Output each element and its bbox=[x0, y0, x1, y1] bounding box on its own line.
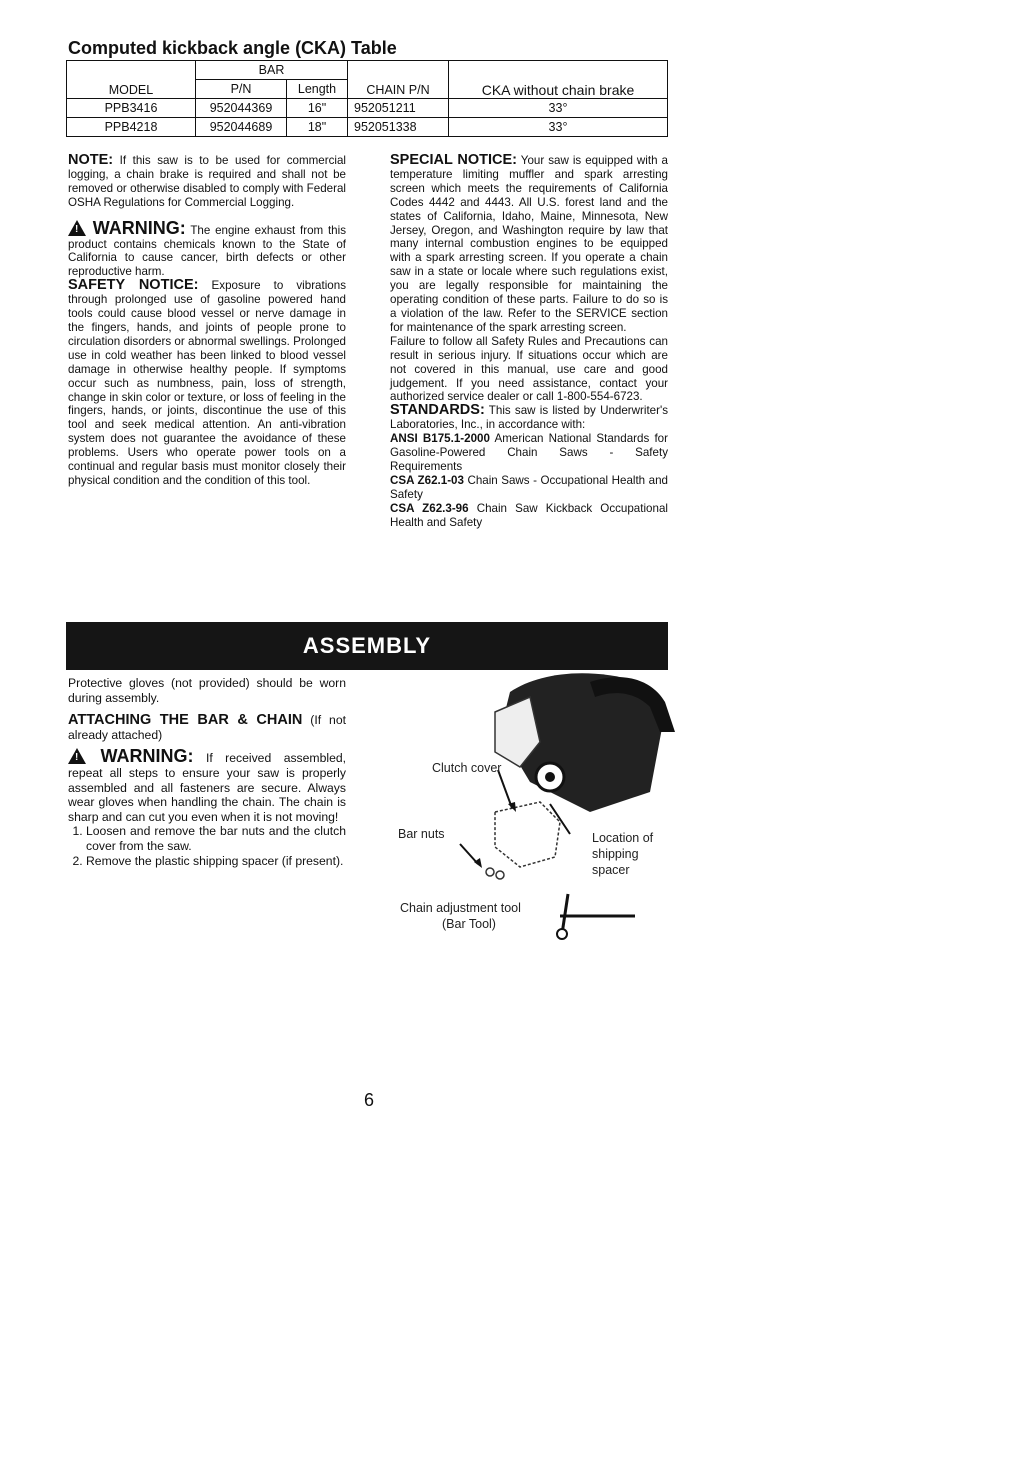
safety-paragraph bbox=[68, 279, 346, 488]
header-length: Length bbox=[287, 80, 348, 99]
cell-cka: 33° bbox=[449, 118, 668, 137]
ansi-label: ANSI B175.1-2000 bbox=[390, 432, 490, 446]
bar-tool-socket bbox=[557, 929, 567, 939]
assembly-warning-label: WARNING: bbox=[100, 746, 194, 767]
spacer-arrow bbox=[550, 804, 570, 834]
bar-nut-icon bbox=[496, 871, 504, 879]
safety-text: Exposure to vibrations through prolonged use of gasoline powered hand tools could cause blood vessel or nerve damage in the fingers, hands, and joints of people prone to circulation disorders or abnormal swellings. Prolonged use in cold weather has been linked to blood vessel damage in otherwise healthy people. If symptoms occur such as numbness, pain, loss of strength, change in skin color or texture, or loss of feeling in the fingers, hands, or joints, discontinue the use of this tool and seek medical attention. An anti-vibration system does not guarantee the avoidance of these problems. Users who operate power tools on a continual and regular basis must monitor closely their physical condition and the condition of this tool. bbox=[68, 279, 346, 487]
warning-paragraph bbox=[68, 217, 346, 280]
attach-suffix: (If not already attached) bbox=[68, 713, 346, 742]
cell-chain-pn: 952051338 bbox=[348, 118, 449, 137]
header-model: MODEL bbox=[67, 61, 196, 99]
table-header-row bbox=[67, 61, 668, 80]
gloves-paragraph: Protective gloves (not provided) should be worn during assembly. bbox=[68, 676, 346, 705]
cell-chain-pn: 952051211 bbox=[348, 99, 449, 118]
safety-label: SAFETY NOTICE: bbox=[68, 277, 199, 294]
list-item: 2. Remove the plastic shipping spacer (if present). bbox=[86, 854, 346, 869]
cka-table bbox=[66, 60, 668, 137]
standards-label: STANDARDS: bbox=[390, 402, 485, 419]
clutch-cover-icon bbox=[495, 802, 560, 867]
table-title: Computed kickback angle (CKA) Table bbox=[68, 38, 397, 58]
special-notice-label: SPECIAL NOTICE: bbox=[390, 152, 517, 168]
header-pn: P/N bbox=[196, 80, 287, 99]
assembly-banner: ASSEMBLY bbox=[66, 622, 668, 670]
note-label: NOTE: bbox=[68, 152, 114, 168]
header-chain-pn: CHAIN P/N bbox=[348, 61, 449, 99]
bar-nuts-label: Bar nuts bbox=[398, 827, 445, 841]
spacer-location-label: Location of shipping spacer bbox=[592, 831, 654, 877]
list-item: 1. Loosen and remove the bar nuts and the clutch cover from the saw. bbox=[86, 824, 346, 853]
attach-heading bbox=[68, 713, 346, 742]
csa2-paragraph bbox=[390, 502, 668, 530]
warning-icon: ! bbox=[68, 220, 86, 236]
special-notice-paragraph bbox=[390, 154, 668, 335]
standards-text: This saw is listed by Underwriter's Laboratories, Inc., in accordance with: bbox=[390, 404, 668, 432]
bar-tool-handle bbox=[562, 894, 568, 934]
right-column bbox=[390, 154, 668, 529]
failure-paragraph bbox=[390, 335, 668, 405]
csa1-text: Chain Saws - Occupational Health and Safety bbox=[390, 473, 668, 501]
header-cka: CKA without chain brake bbox=[449, 61, 668, 99]
assembly-steps bbox=[68, 824, 346, 868]
left-column bbox=[68, 154, 346, 494]
cell-model: PPB4218 bbox=[67, 118, 196, 137]
bar-nuts-arrow bbox=[460, 844, 478, 864]
csa2-label: CSA Z62.3-96 bbox=[390, 501, 469, 515]
ansi-paragraph bbox=[390, 432, 668, 474]
warning-label: WARNING: bbox=[92, 217, 186, 238]
warning-icon: ! bbox=[68, 748, 86, 764]
cell-pn: 952044369 bbox=[196, 99, 287, 118]
note-paragraph bbox=[68, 154, 346, 210]
tool-label-line1: Chain adjustment tool bbox=[400, 901, 521, 915]
arrow-head bbox=[508, 802, 516, 812]
failure-text: Failure to follow all Safety Rules and Precautions can result in serious injury. If situations occur which are not covered in this manual, use care and good judgement. If you need assistance, contact your authorized service dealer or call 1-800-554-6723. bbox=[390, 334, 668, 404]
tool-label-line2: (Bar Tool) bbox=[442, 917, 496, 931]
csa2-text: Chain Saw Kickback Occupational Health and Safety bbox=[390, 501, 668, 529]
assembly-column bbox=[68, 676, 346, 868]
attach-title: ATTACHING THE BAR & CHAIN bbox=[68, 712, 303, 729]
ansi-text: American National Standards for Gasoline-Powered Chain Saws - Safety Requirements bbox=[390, 432, 668, 473]
header-bar: BAR bbox=[196, 61, 348, 80]
csa1-paragraph bbox=[390, 474, 668, 502]
note-text: If this saw is to be used for commercial logging, a chain brake is required and shall not be removed or otherwise disabled to comply with Federal OSHA Regulations for Commercial Logging. bbox=[68, 154, 346, 209]
standards-paragraph bbox=[390, 404, 668, 432]
assembly-warning-text: If received assembled, repeat all steps to ensure your saw is properly assembled and all fasteners are secure. Always wear gloves when handling the chain. The chain is sharp and can cut you even when it is not moving! bbox=[68, 751, 347, 824]
assembly-warning-paragraph bbox=[68, 748, 346, 824]
csa1-label: CSA Z62.1-03 bbox=[390, 473, 464, 487]
page-number: 6 bbox=[364, 1090, 375, 1110]
sprocket-hub bbox=[545, 772, 555, 782]
cell-pn: 952044689 bbox=[196, 118, 287, 137]
table-row bbox=[67, 99, 668, 118]
cell-length: 18" bbox=[287, 118, 348, 137]
warning-text: The engine exhaust from this product contains chemicals known to the State of California to cause cancer, birth defects or other reproductive harm. bbox=[68, 223, 346, 279]
cell-model: PPB3416 bbox=[67, 99, 196, 118]
cell-length: 16" bbox=[287, 99, 348, 118]
bar-nut-icon bbox=[486, 868, 494, 876]
table-row bbox=[67, 118, 668, 137]
cell-cka: 33° bbox=[449, 99, 668, 118]
special-notice-text: Your saw is equipped with a temperature limiting muffler and spark arresting screen which meets the requirements of California Codes 4442 and 4443. All U.S. forest land and the states of California, Idaho, Maine, Minnesota, New Jersey, Oregon, and Washington require by law that many internal combustion engines to be equipped with a spark arresting screen. If you operate a chain saw in a state or locale where such regulations exist, you are legally responsible for maintaining the operating condition of these parts. Failure to do so is a violation of the law. Refer to the SERVICE section for maintenance of the spark arresting screen. bbox=[390, 154, 668, 334]
clutch-cover-label: Clutch cover bbox=[432, 761, 502, 775]
